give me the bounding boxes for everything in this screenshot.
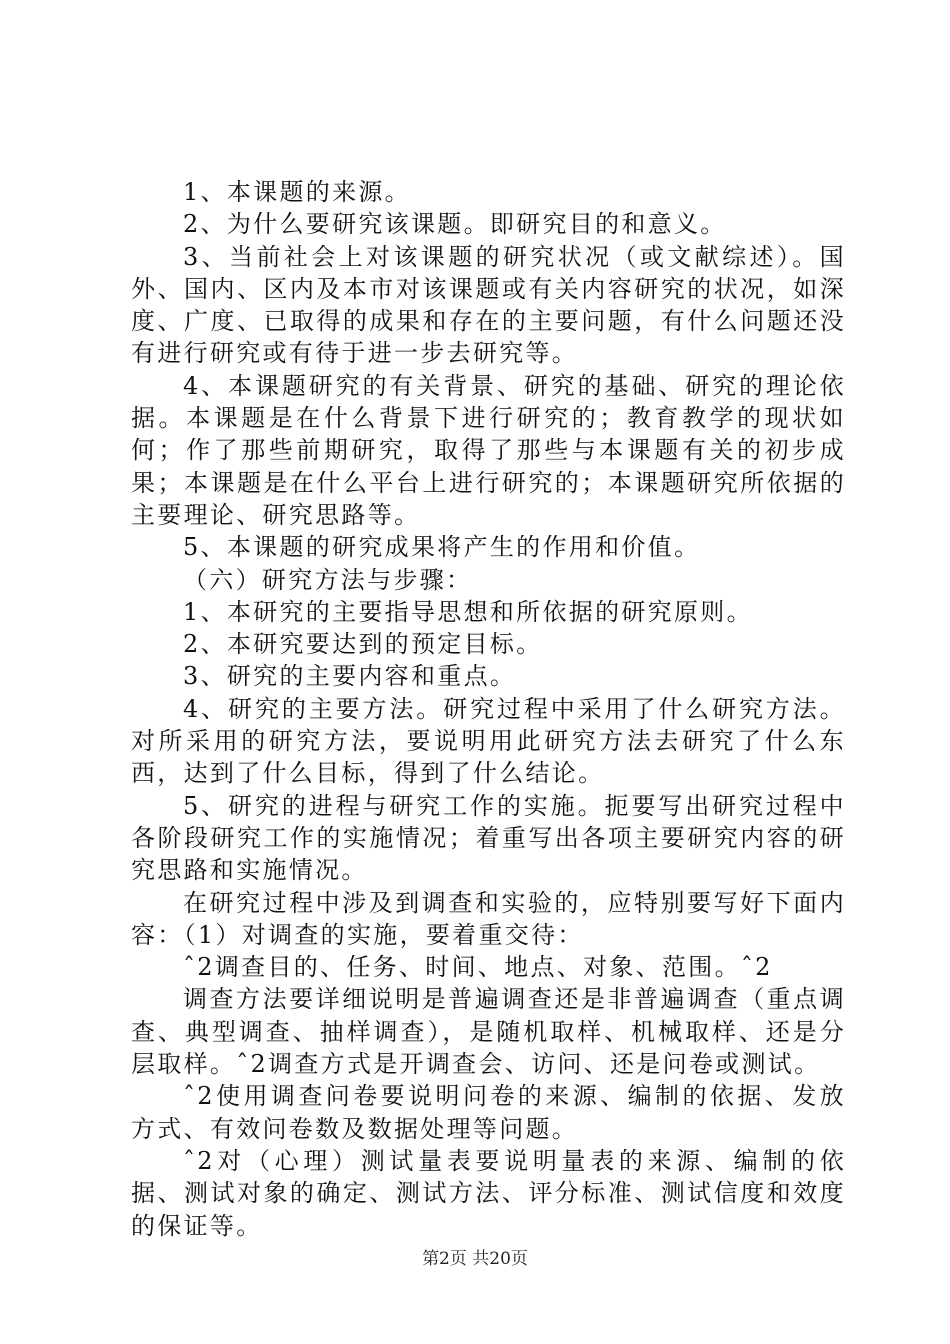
paragraph-5: 5、本课题的研究成果将产生的作用和价值。 bbox=[183, 533, 701, 562]
paragraph-4: 4、本课题研究的有关背景、研究的基础、研究的理论依据。本课题是在什么背景下进行研究的；教育教学的现状如何；作了那些前期研究，取得了那些与本课题有关的初步成果；本课题是在什么平台上进行研究的；本课题研究所依据的主要理论、研究思路等。 bbox=[131, 371, 846, 529]
paragraph-7: 2、本研究要达到的预定目标。 bbox=[183, 630, 543, 659]
paragraph-11: 在研究过程中涉及到调查和实验的，应特别要写好下面内容：（1）对调查的实施，要着重交待： bbox=[131, 888, 846, 949]
paragraph-6: 1、本研究的主要指导思想和所依据的研究原则。 bbox=[183, 597, 753, 626]
page-number-footer: 第2页 共20页 bbox=[422, 1249, 528, 1269]
section-heading-methods: （六）研究方法与步骤： bbox=[183, 565, 473, 594]
paragraph-10: 5、研究的进程与研究工作的实施。扼要写出研究过程中各阶段研究工作的实施情况；着重写出各项主要研究内容的研究思路和实施情况。 bbox=[131, 791, 846, 885]
paragraph-12: ˆ2调查目的、任务、时间、地点、对象、范围。ˆ2 bbox=[183, 953, 773, 982]
paragraph-14: ˆ2使用调查问卷要说明问卷的来源、编制的依据、发放方式、有效问卷数及数据处理等问题。 bbox=[131, 1082, 846, 1143]
paragraph-13: 调查方法要详细说明是普遍调查还是非普遍调查（重点调查、典型调查、抽样调查），是随机取样、机械取样、还是分层取样。ˆ2调查方式是开调查会、访问、还是问卷或测试。 bbox=[131, 985, 846, 1079]
document-body bbox=[131, 176, 846, 1242]
paragraph-15: ˆ2对（心理）测试量表要说明量表的来源、编制的依据、测试对象的确定、测试方法、评分标准、测试信度和效度的保证等。 bbox=[131, 1146, 846, 1240]
paragraph-3: 3、当前社会上对该课题的研究状况（或文献综述）。国外、国内、区内及本市对该课题或有关内容研究的状况，如深度、广度、已取得的成果和存在的主要问题，有什么问题还没有进行研究或有待于进一步去研究等。 bbox=[131, 242, 846, 368]
paragraph-9: 4、研究的主要方法。研究过程中采用了什么研究方法。对所采用的研究方法，要说明用此研究方法去研究了什么东西，达到了什么目标，得到了什么结论。 bbox=[131, 694, 846, 788]
paragraph-8: 3、研究的主要内容和重点。 bbox=[183, 662, 517, 691]
paragraph-2: 2、为什么要研究该课题。即研究目的和意义。 bbox=[183, 210, 727, 239]
paragraph-1: 1、本课题的来源。 bbox=[183, 178, 411, 206]
